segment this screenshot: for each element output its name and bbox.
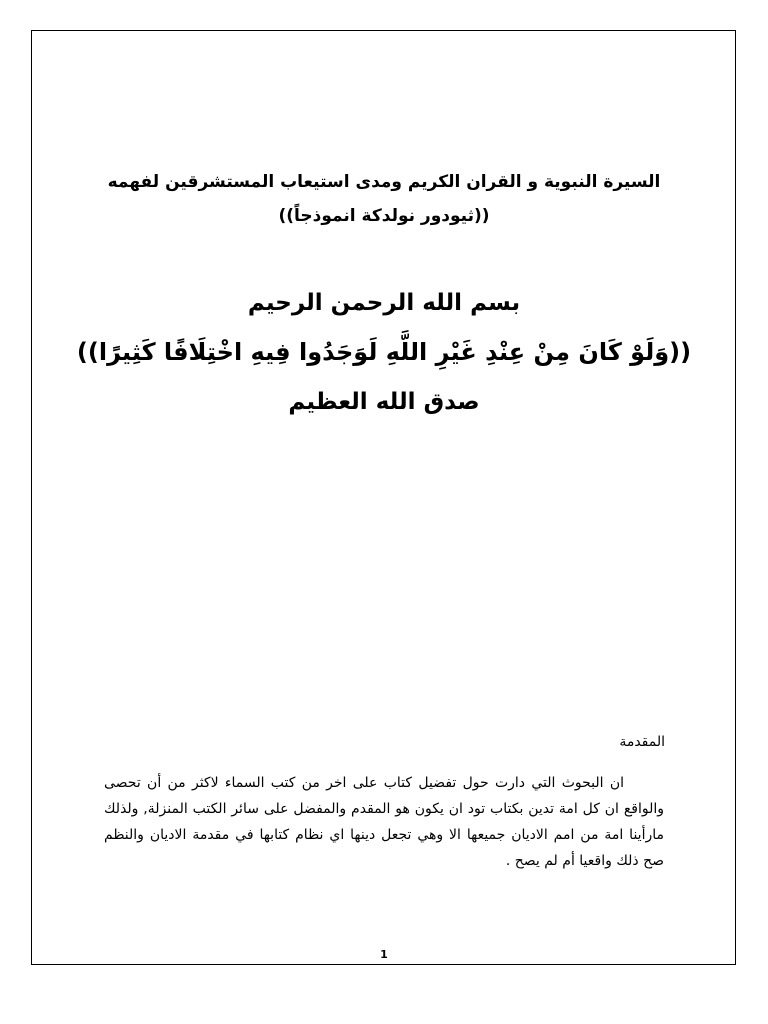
intro-heading: المقدمة <box>619 734 665 750</box>
sadaq-line: صدق الله العظيم <box>288 389 480 415</box>
quran-verse: ((وَلَوْ كَانَ مِنْ عِنْدِ غَيْرِ اللَّهِ لَوَجَدُوا فِيهِ اخْتِلَافًا كَثِيرًا)) <box>76 338 692 366</box>
intro-paragraph: ان البحوث التي دارت حول تفضيل كتاب على اخر من كتب السماء لاكثر من أن تحصى والواقع ان كل امة تدين بكتاب تود ان يكون هو المقدم والمفضل على سائر الكتب المنزلة, ولذلك مارأينا امة من امم الاديان جميعها الا وهي تجعل دينها اي نظام كتابها في مقدمة الاديان والنظم صح ذلك واقعيا أم لم يصح . <box>104 775 664 869</box>
document-subtitle: ((ثيودور نولدكة انموذجاً)) <box>278 206 490 226</box>
document-title: السيرة النبوية و القران الكريم ومدى استيعاب المستشرقين لفهمه <box>107 172 661 192</box>
basmala: بسم الله الرحمن الرحيم <box>247 290 521 316</box>
page-number: 1 <box>380 948 388 961</box>
